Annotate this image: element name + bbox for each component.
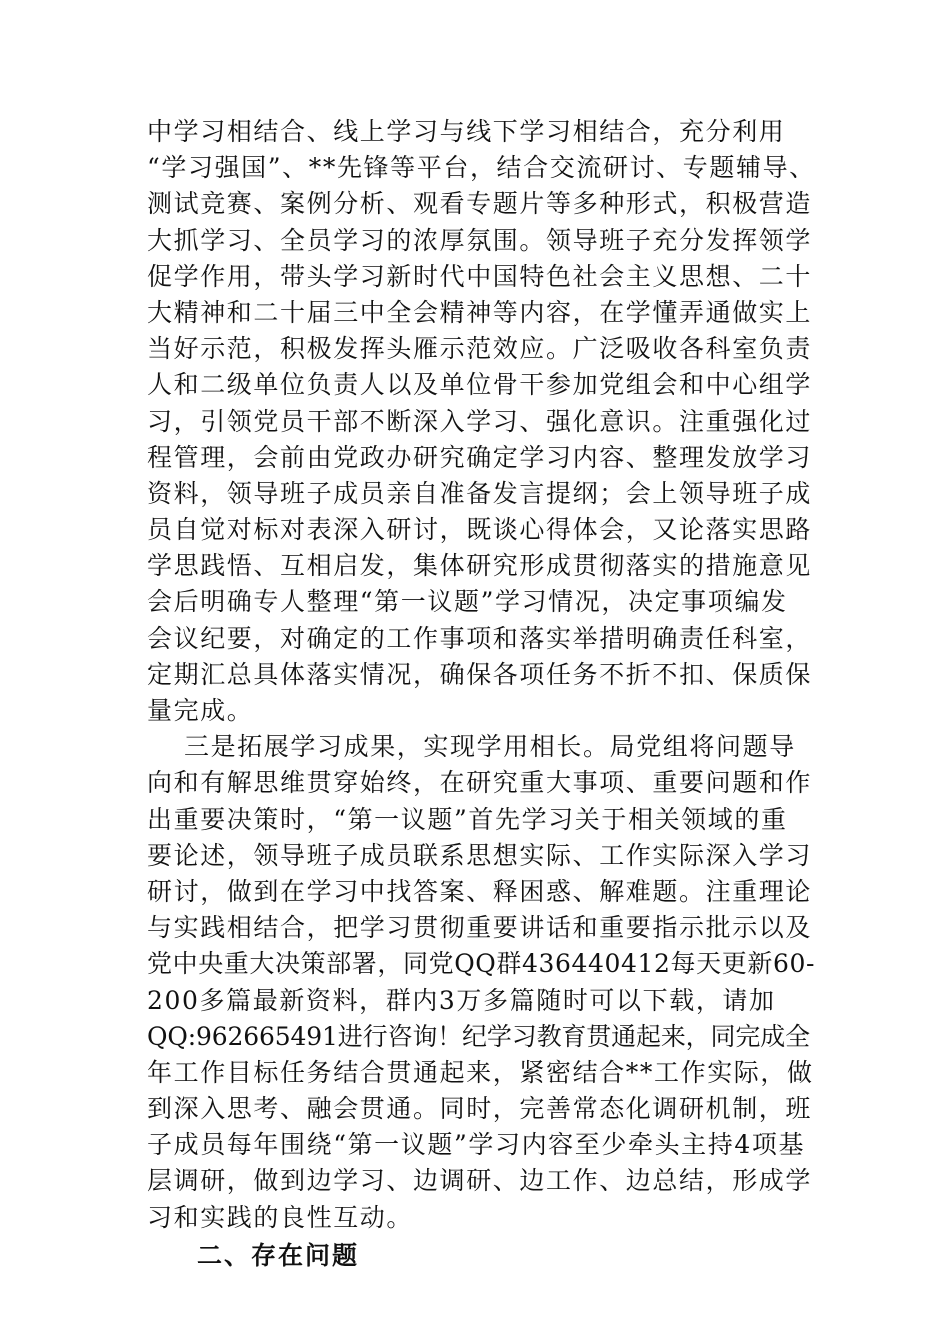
text-line: 量完成。 — [147, 696, 254, 725]
text-line: 党中央重大决策部署，同党QQ群436440412每天更新60- — [147, 949, 816, 979]
text-line: 出重要决策时，“第一议题”首先学习关于相关领域的重 — [147, 804, 788, 834]
text-line: 资料，领导班子成员亲自准备发言提纲；会上领导班子成 — [147, 478, 813, 508]
text-line: 向和有解思维贯穿始终，在研究重大事项、重要问题和作 — [147, 768, 813, 798]
text-line: 层调研，做到边学习、边调研、边工作、边总结，形成学 — [147, 1166, 813, 1196]
text-line: 大抓学习、全员学习的浓厚氛围。领导班子充分发挥领学 — [147, 225, 813, 255]
text-line: 要论述，领导班子成员联系思想实际、工作实际深入学习 — [147, 840, 813, 870]
text-line: 大精神和二十届三中全会精神等内容，在学懂弄通做实上 — [147, 297, 813, 327]
text-line: 到深入思考、融会贯通。同时，完善常态化调研机制，班 — [147, 1094, 813, 1124]
paragraph-start-line: 三是拓展学习成果，实现学用相长。局党组将问题导 — [184, 732, 796, 762]
text-line: 中学习相结合、线上学习与线下学习相结合，充分利用 — [147, 117, 786, 146]
text-line: 200多篇最新资料，群内3万多篇随时可以下载，请加 — [147, 985, 776, 1015]
text-line: QQ:962665491进行咨询！纪学习教育贯通起来，同完成全 — [147, 1021, 810, 1051]
text-line: 定期汇总具体落实情况，确保各项任务不折不扣、保质保 — [147, 659, 813, 689]
text-line: “学习强国”、**先锋等平台，结合交流研讨、专题辅导、 — [147, 153, 816, 183]
text-line: 当好示范，积极发挥头雁示范效应。广泛吸收各科室负责 — [147, 334, 813, 364]
text-line: 学思践悟、互相启发，集体研究形成贯彻落实的措施意见 — [147, 551, 813, 581]
text-line: 人和二级单位负责人以及单位骨干参加党组会和中心组学 — [147, 370, 813, 400]
text-line: 习和实践的良性互动。 — [147, 1202, 414, 1232]
text-line: 子成员每年围绕“第一议题”学习内容至少牵头主持4项基 — [147, 1130, 806, 1160]
text-line: 年工作目标任务结合贯通起来，紧密结合**工作实际，做 — [147, 1057, 814, 1087]
text-line: 会议纪要，对确定的工作事项和落实举措明确责任科室， — [147, 623, 813, 653]
document-body — [147, 114, 817, 1274]
text-line: 程管理，会前由党政办研究确定学习内容、整理发放学习 — [147, 442, 813, 472]
text-line: 与实践相结合，把学习贯彻重要讲话和重要指示批示以及 — [147, 913, 813, 943]
text-line: 会后明确专人整理“第一议题”学习情况，决定事项编发 — [147, 587, 788, 617]
section-heading: 二、存在问题 — [197, 1240, 360, 1270]
text-line: 促学作用，带头学习新时代中国特色社会主义思想、二十 — [147, 261, 813, 291]
text-line: 测试竞赛、案例分析、观看专题片等多种形式，积极营造 — [147, 189, 813, 219]
text-line: 研讨，做到在学习中找答案、释困惑、解难题。注重理论 — [147, 876, 813, 906]
text-line: 员自觉对标对表深入研讨，既谈心得体会，又论落实思路 — [147, 515, 813, 545]
text-line: 习，引领党员干部不断深入学习、强化意识。注重强化过 — [147, 406, 813, 436]
